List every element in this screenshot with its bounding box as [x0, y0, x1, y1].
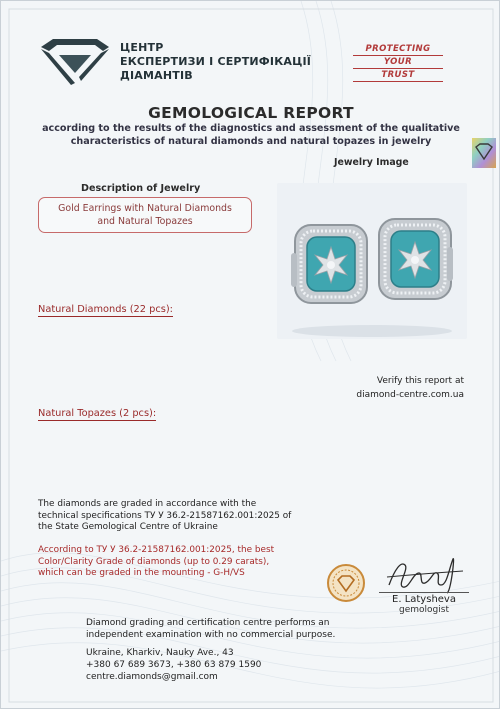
description-box	[38, 197, 252, 233]
description-heading: Description of Jewelry	[81, 183, 201, 194]
footer-email[interactable]: centre.diamonds@gmail.com	[86, 672, 218, 682]
footer-line1: Diamond grading and certification centre performs an	[86, 618, 330, 628]
diamonds-heading: Natural Diamonds (22 pcs):	[38, 304, 173, 315]
footer-address: Ukraine, Kharkiv, Nauky Ave., 43	[86, 648, 234, 658]
grading-note	[38, 499, 338, 534]
centre-name-line3: ДІАМАНТІВ	[120, 69, 193, 82]
description-line2: and Natural Topazes	[97, 216, 193, 227]
footer-phones: +380 67 689 3673, +380 63 879 1590	[86, 660, 262, 670]
motto-line2: YOUR	[353, 56, 443, 69]
centre-name-line2: ЕКСПЕРТИЗИ І СЕРТИФІКАЦІЇ	[120, 55, 312, 68]
signer-role: gemologist	[399, 605, 449, 615]
subtitle-line2: characteristics of natural diamonds and natural topazes in jewelry	[70, 135, 432, 147]
earrings-photo	[277, 183, 467, 339]
centre-logo-icon	[37, 37, 113, 87]
verify-link[interactable]: diamond-centre.com.ua	[356, 390, 464, 400]
centre-name	[120, 41, 335, 83]
verify-block	[331, 374, 464, 402]
hologram-sticker-icon	[472, 138, 496, 168]
description-line1: Gold Earrings with Natural Diamonds	[58, 203, 232, 214]
report-subtitle	[21, 123, 481, 148]
best-grade-line3: which can be graded in the mounting - G-H/VS	[38, 568, 245, 578]
signature-icon	[379, 551, 469, 595]
topazes-heading: Natural Topazes (2 pcs):	[38, 408, 157, 419]
footer-statement	[86, 617, 356, 641]
motto-line3: TRUST	[353, 69, 443, 82]
motto-line1: PROTECTING	[353, 43, 443, 56]
footer-line2: independent examination with no commercial purpose.	[86, 630, 336, 640]
best-grade-line1: According to ТУ У 36.2-21587162.001:2025, the best	[38, 545, 275, 555]
footer-contacts	[86, 647, 356, 683]
best-grade-note	[38, 545, 338, 580]
report-title: GEMOLOGICAL REPORT	[148, 104, 354, 122]
grading-note-line3: the State Gemological Centre of Ukraine	[38, 522, 218, 532]
seal-stamp-icon	[326, 563, 366, 603]
grading-note-line2: technical specifications ТУ У 36.2-21587162.001:2025 of	[38, 510, 292, 521]
signer-block	[379, 592, 469, 615]
jewelry-image-label: Jewelry Image	[334, 157, 409, 168]
right-earring-icon	[379, 219, 453, 299]
centre-name-line1: ЦЕНТР	[120, 41, 164, 54]
left-earring-icon	[291, 225, 367, 303]
signer-name: E. Latysheva	[379, 592, 469, 605]
subtitle-line1: according to the results of the diagnostics and assessment of the qualitative	[42, 123, 460, 134]
motto	[353, 43, 443, 82]
best-grade-line2: Color/Clarity Grade of diamonds (up to 0.29 carats),	[38, 556, 270, 567]
grading-note-line1: The diamonds are graded in accordance with the	[38, 499, 257, 509]
verify-line1: Verify this report at	[376, 376, 464, 386]
